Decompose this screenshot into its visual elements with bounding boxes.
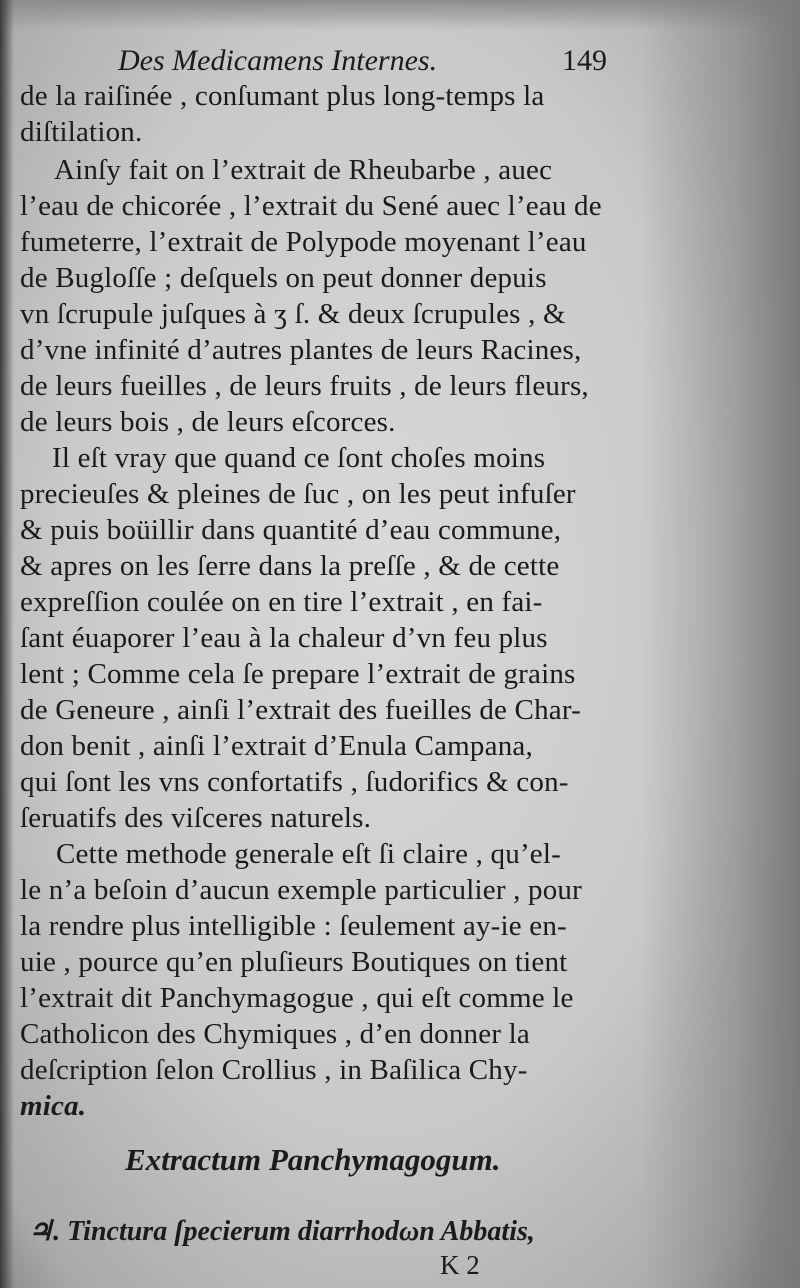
text-line: fumeterre, l’extrait de Polypode moyenant l’eau <box>20 226 587 258</box>
page-edge-shadow <box>640 0 800 1288</box>
text-line: expreſſion coulée on en tire l’extrait , en fai- <box>20 586 543 618</box>
text-line: qui ſont les vns confortatifs , ſudorifics & con- <box>20 766 569 798</box>
text-line: Ainſy fait on l’extrait de Rheubarbe , auec <box>54 154 553 186</box>
text-line: d’vne infinité d’autres plantes de leurs Racines, <box>20 334 582 366</box>
text-line: deſcription ſelon Crollius , in Baſilica Chy- <box>20 1054 528 1086</box>
text-line: uie , pource qu’en pluſieurs Boutiques on tient <box>20 946 568 978</box>
text-line: l’extrait dit Panchymagogue , qui eſt comme le <box>20 982 574 1014</box>
text-line: lent ; Comme cela ſe prepare l’extrait de grains <box>20 658 576 690</box>
text-line: la rendre plus intelligible : ſeulement ay-ie en- <box>20 910 567 942</box>
text-line: vn ſcrupule juſques à ʒ ſ. & deux ſcrupules , & <box>20 298 566 330</box>
text-line: & apres on les ſerre dans la preſſe , & de cette <box>20 550 560 582</box>
recipe-first-line: ♃. Tinctura ſpecierum diarrhodωn Abbatis, <box>28 1216 535 1247</box>
signature-mark: K 2 <box>440 1250 480 1280</box>
text-line: de Bugloſſe ; deſquels on peut donner depuis <box>20 262 547 294</box>
text-line: ſeruatifs des viſceres naturels. <box>20 802 372 834</box>
text-line: de leurs fueilles , de leurs fruits , de leurs fleurs, <box>20 370 589 402</box>
page-number: 149 <box>562 44 607 77</box>
text-line: diſtilation. <box>20 116 143 148</box>
text-line: Il eſt vray que quand ce ſont choſes moins <box>52 442 546 474</box>
text-line: de Geneure , ainſi l’extrait des fueilles de Char- <box>20 694 581 726</box>
text-line: Catholicon des Chymiques , d’en donner la <box>20 1018 530 1050</box>
text-line: le n’a beſoin d’aucun exemple particulier , pour <box>20 874 582 906</box>
text-line: de la raiſinée , conſumant plus long-temps la <box>20 80 545 112</box>
page-gutter-shadow <box>0 0 14 1288</box>
text-line: Cette methode generale eſt ſi claire , qu’el- <box>56 838 561 870</box>
text-line: don benit , ainſi l’extrait d’Enula Campana, <box>20 730 533 762</box>
recipe-heading: Extractum Panchymagogum. <box>125 1142 501 1177</box>
text-line: de leurs bois , de leurs eſcorces. <box>20 406 396 438</box>
text-line: ſant éuaporer l’eau à la chaleur d’vn feu plus <box>20 622 548 654</box>
running-title: Des Medicamens Internes. <box>118 44 438 77</box>
text-line: & puis boüillir dans quantité d’eau commune, <box>20 514 562 546</box>
text-line: mica. <box>20 1090 87 1122</box>
text-line: l’eau de chicorée , l’extrait du Sené auec l’eau de <box>20 190 602 222</box>
text-line: precieuſes & pleines de ſuc , on les peut infuſer <box>20 478 576 510</box>
